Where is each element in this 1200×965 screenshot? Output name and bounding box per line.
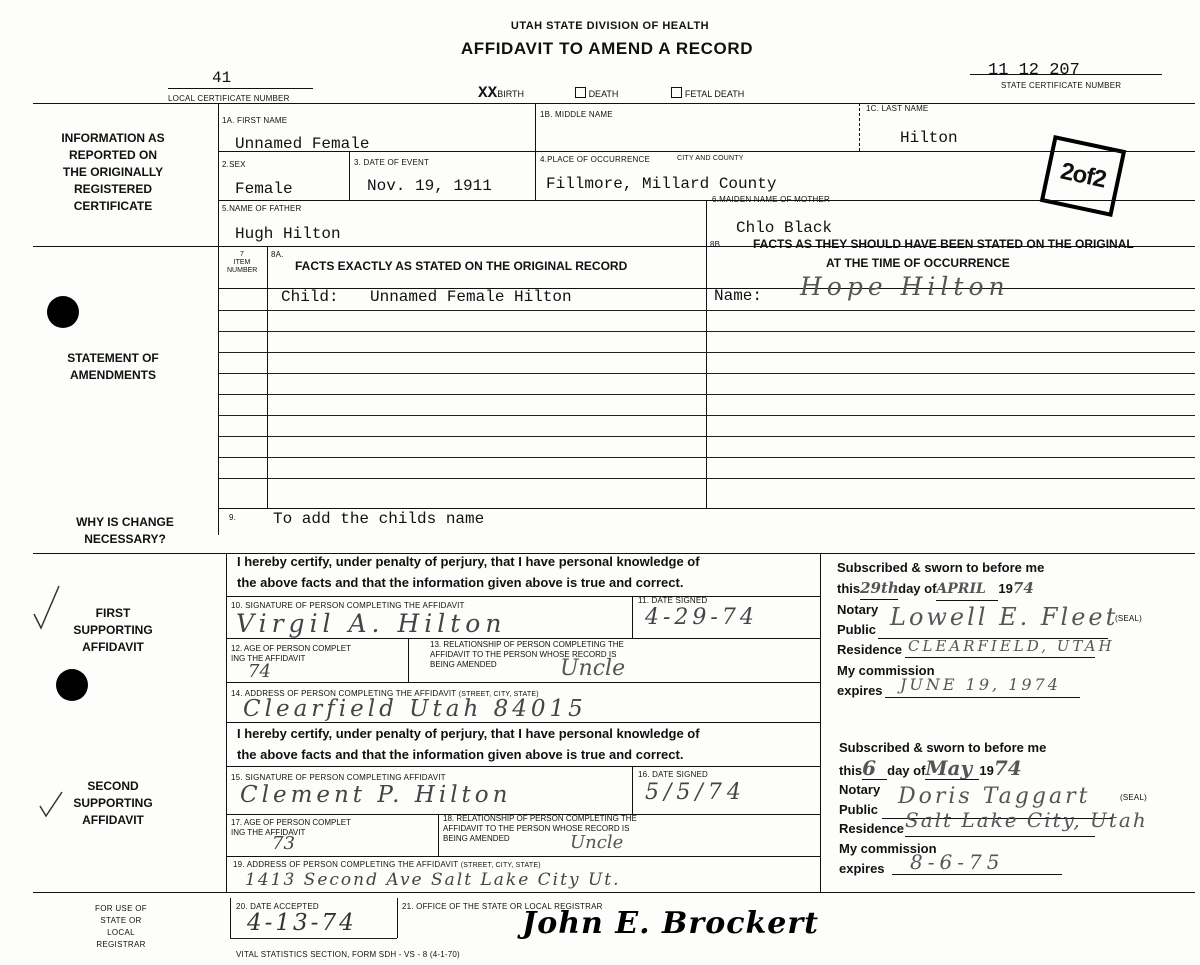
row-b-key: Name:: [714, 287, 763, 305]
row-a-key: Child:: [281, 288, 339, 306]
affidavit2-date-label: 16. DATE SIGNED: [638, 770, 708, 779]
section-why-label: WHY IS CHANGE NECESSARY?: [76, 515, 174, 546]
notary1-expires-label: expires: [837, 683, 883, 698]
birth-mark: XX: [478, 84, 498, 102]
fetal-death-checkbox: [671, 87, 682, 98]
death-checkbox: [575, 87, 586, 98]
local-certificate-label: LOCAL CERTIFICATE NUMBER: [168, 94, 290, 103]
notary2-public-label: Public: [839, 802, 879, 817]
affidavit2-age-label: 17. AGE OF PERSON COMPLET ING THE AFFIDAVIT: [231, 818, 352, 837]
notary2-subscribed: Subscribed & sworn to before me: [839, 740, 1047, 755]
fetal-death-option: FETAL DEATH: [671, 89, 744, 99]
section-information-label: INFORMATION AS REPORTED ON THE ORIGINALLY REGISTERED CERTIFICATE: [61, 131, 165, 213]
record-type-options: [478, 84, 744, 102]
affidavit1-address-label: 14. ADDRESS OF PERSON COMPLETING THE AFFIDAVIT (STREET, CITY, STATE): [231, 689, 539, 698]
place-sub-label: CITY AND COUNTY: [677, 155, 744, 162]
column-a-number: 8A.: [271, 250, 284, 259]
affidavit2-relationship-label: 18. RELATIONSHIP OF PERSON COMPLETING THE AFFIDAVIT TO THE PERSON WHOSE RECORD IS BEING AMENDED: [443, 814, 637, 843]
date-of-event-label: 3. DATE OF EVENT: [354, 158, 430, 167]
affidavit2-address-label: 19. ADDRESS OF PERSON COMPLETING THE AFFIDAVIT (STREET, CITY, STATE): [233, 860, 541, 869]
affidavit1-relationship-label: 13. RELATIONSHIP OF PERSON COMPLETING THE AFFIDAVIT TO THE PERSON WHOSE RECORD IS BEING AMENDED: [430, 640, 624, 669]
check-mark-second: [38, 790, 64, 820]
death-option: DEATH: [575, 89, 619, 99]
sex-value: Female: [235, 180, 293, 198]
affidavit1-age-label: 12. AGE OF PERSON COMPLET ING THE AFFIDAVIT: [231, 644, 352, 663]
mother-value: Chlo Black: [736, 219, 833, 237]
punch-hole-top: [47, 296, 79, 328]
affidavit2-signature: Clement P. Hilton: [240, 782, 512, 808]
check-mark-first: [32, 584, 62, 632]
father-label: 5.NAME OF FATHER: [222, 204, 302, 213]
notary1-expires: JUNE 19, 1974: [900, 675, 1061, 694]
last-name-divider: [859, 103, 860, 151]
column-a-heading: FACTS EXACTLY AS STATED ON THE ORIGINAL RECORD: [295, 259, 628, 273]
mother-label: 6.MAIDEN NAME OF MOTHER: [712, 195, 830, 204]
last-name-label: 1C. LAST NAME: [866, 104, 929, 113]
state-certificate-label: STATE CERTIFICATE NUMBER: [1001, 81, 1122, 90]
column-b-number: 8B.: [710, 240, 723, 249]
reason-text: To add the childs name: [273, 510, 485, 528]
section-registrar-label: FOR USE OF STATE OR LOCAL REGISTRAR: [95, 904, 147, 949]
date-accepted-value: 4-13-74: [247, 910, 357, 936]
affidavit2-address: 1413 Second Ave Salt Lake City Ut.: [245, 870, 621, 890]
reason-number: 9.: [229, 513, 237, 522]
form-footer: VITAL STATISTICS SECTION, FORM SDH - VS - 8 (4-1-70): [236, 950, 460, 959]
affidavit2-date: 5/5/74: [645, 780, 746, 805]
notary1-notary-label: Notary: [837, 602, 879, 617]
notary2-notary-label: Notary: [839, 782, 881, 797]
notary2-public-signature: Doris Taggart: [898, 784, 1091, 809]
state-certificate-number: 11 12 207: [988, 61, 1080, 80]
affidavit1-date-label: 11. DATE SIGNED: [638, 596, 708, 605]
certify-text-2: I hereby certify, under penalty of perjury, that I have personal knowledge of the above facts and that the information given above is true and correct.: [237, 726, 700, 762]
section-second-affidavit-label: SECOND SUPPORTING AFFIDAVIT: [73, 779, 153, 827]
item-number-label: 7 ITEM NUMBER: [227, 251, 258, 274]
notary2-residence-label: Residence: [839, 821, 905, 836]
notary1-subscribed: Subscribed & sworn to before me: [837, 560, 1045, 575]
place-label: 4.PLACE OF OCCURRENCE: [540, 155, 650, 164]
notary2-commission-label: My commission: [839, 841, 937, 856]
affidavit2-age: 73: [272, 833, 295, 854]
section-statement-label: STATEMENT OF AMENDMENTS: [67, 351, 159, 382]
row-b-value-handwritten: Hope Hilton: [800, 272, 1010, 301]
agency-name: UTAH STATE DIVISION OF HEALTH: [510, 20, 710, 32]
sex-label: 2.SEX: [222, 160, 246, 169]
notary1-residence-label: Residence: [837, 642, 903, 657]
notary2-this-line: this6 day ofMay 1974: [839, 756, 1022, 780]
affidavit2-signature-label: 15. SIGNATURE OF PERSON COMPLETING AFFIDAVIT: [231, 773, 446, 782]
affidavit1-signature: Virgil A. Hilton: [236, 609, 507, 638]
date-accepted-label: 20. DATE ACCEPTED: [236, 902, 319, 911]
notary2-expires-label: expires: [839, 861, 885, 876]
notary1-public-label: Public: [837, 622, 877, 637]
date-of-event-value: Nov. 19, 1911: [367, 177, 492, 195]
first-name-value: Unnamed Female: [235, 135, 370, 153]
notary1-this-line: this29thday ofAPRIL 1974: [837, 578, 1034, 601]
middle-name-label: 1B. MIDDLE NAME: [540, 110, 613, 119]
page-stamp-text: 2of2: [1058, 157, 1109, 194]
affidavit1-signature-label: 10. SIGNATURE OF PERSON COMPLETING THE AFFIDAVIT: [231, 601, 465, 610]
notary1-commission-label: My commission: [837, 663, 935, 678]
first-name-label: 1A. FIRST NAME: [222, 116, 288, 125]
notary2-expires: 8-6-75: [910, 850, 1005, 874]
affidavit1-date: 4-29-74: [645, 605, 758, 630]
notary2-seal: (SEAL): [1120, 793, 1147, 802]
punch-hole-bottom: [56, 669, 88, 701]
column-b-heading: FACTS AS THEY SHOULD HAVE BEEN STATED ON THE ORIGINAL: [753, 237, 1134, 251]
notary2-residence: Salt Lake City, Utah: [905, 808, 1148, 832]
affidavit1-age: 74: [248, 661, 271, 682]
notary1-seal: (SEAL): [1115, 614, 1142, 623]
column-b-heading-2: AT THE TIME OF OCCURRENCE: [826, 256, 1010, 270]
registrar-signature: John E. Brockert: [522, 906, 820, 941]
form-title: AFFIDAVIT TO AMEND A RECORD: [460, 39, 754, 58]
last-name-value: Hilton: [900, 129, 958, 147]
local-certificate-number: 41: [212, 69, 232, 87]
affidavit1-relationship: Uncle: [560, 656, 626, 681]
affidavit1-address: Clearfield Utah 84015: [243, 696, 587, 722]
row-a-value: Unnamed Female Hilton: [370, 288, 572, 306]
affidavit2-relationship: Uncle: [570, 832, 624, 853]
place-value: Fillmore, Millard County: [546, 175, 777, 193]
page-stamp: [1040, 135, 1127, 217]
father-value: Hugh Hilton: [235, 225, 341, 243]
notary1-public-signature: Lowell E. Fleet: [890, 603, 1119, 631]
certify-text-1: I hereby certify, under penalty of perjury, that I have personal knowledge of the above facts and that the information given above is true and correct.: [237, 554, 700, 590]
registrar-office-label: 21. OFFICE OF THE STATE OR LOCAL REGISTRAR: [402, 902, 603, 911]
notary1-residence: CLEARFIELD, UTAH: [908, 637, 1115, 655]
section-first-affidavit-label: FIRST SUPPORTING AFFIDAVIT: [73, 606, 153, 654]
birth-option: XXBIRTH: [478, 84, 525, 102]
